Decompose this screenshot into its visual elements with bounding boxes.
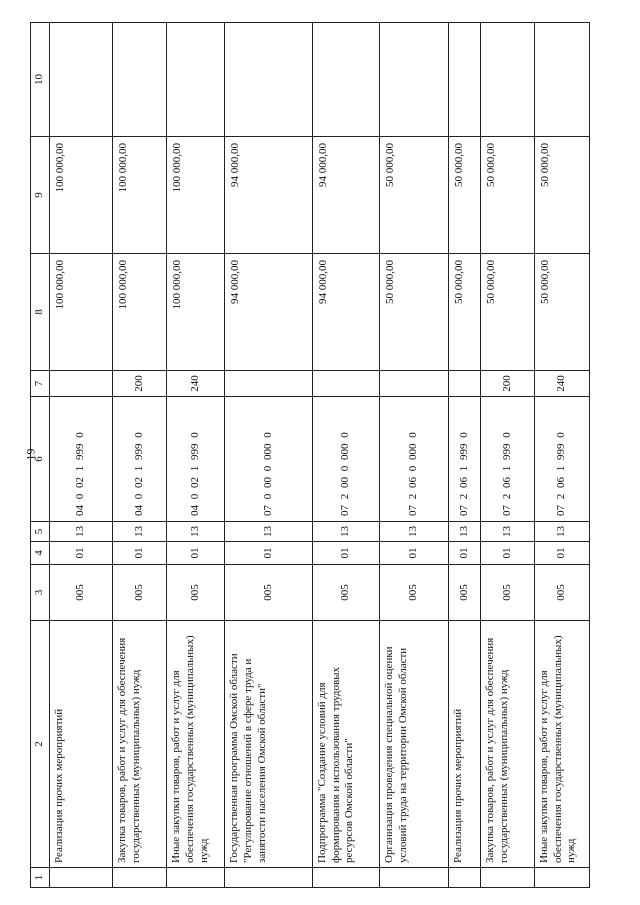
amount-col10-cell: [480, 23, 534, 137]
section-code-cell: 01: [167, 542, 225, 565]
table-row: [380, 23, 449, 888]
gr-code-cell: 005: [380, 565, 449, 621]
subsection-code-cell: 13: [380, 522, 449, 542]
subsection-code-cell: 13: [50, 522, 113, 542]
row-name-cell: Организация проведения специальной оценки условий труда на территории Омской области: [380, 621, 449, 868]
row-number-cell: [312, 868, 379, 888]
gr-code-cell: 005: [480, 565, 534, 621]
amount-col8-cell: 100 000,00: [167, 254, 225, 371]
amount-col8-cell: 100 000,00: [113, 254, 167, 371]
amount-col9-cell: 94 000,00: [225, 137, 313, 254]
table-row: [225, 23, 313, 888]
expense-type-cell: 200: [113, 371, 167, 397]
amount-col9-cell: 100 000,00: [167, 137, 225, 254]
gr-code-cell: 005: [113, 565, 167, 621]
amount-col9-cell: 50 000,00: [534, 137, 589, 254]
gr-code-cell: 005: [449, 565, 481, 621]
amount-col10-cell: [225, 23, 313, 137]
row-name-cell: Закупка товаров, работ и услуг для обеспечения государственных (муниципальных) нужд: [480, 621, 534, 868]
subsection-code-cell: 13: [167, 522, 225, 542]
budget-table: [30, 22, 590, 888]
amount-col8-cell: 94 000,00: [312, 254, 379, 371]
gr-code-cell: 005: [225, 565, 313, 621]
section-code-cell: 01: [50, 542, 113, 565]
gr-code-cell: 005: [534, 565, 589, 621]
table-row: [113, 23, 167, 888]
amount-col9-cell: 100 000,00: [113, 137, 167, 254]
header-row: [31, 23, 50, 888]
row-name-cell: Подпрограмма "Создание условий для формирования и использования трудовых ресурсов Омской области": [312, 621, 379, 868]
column-header-9: 9: [31, 137, 50, 254]
table-row: [312, 23, 379, 888]
amount-col9-cell: 100 000,00: [50, 137, 113, 254]
row-number-cell: [380, 868, 449, 888]
expense-type-cell: [225, 371, 313, 397]
row-name-cell: Иные закупки товаров, работ и услуг для обеспечения государственных (муниципальных) нужд: [167, 621, 225, 868]
section-code-cell: 01: [534, 542, 589, 565]
column-header-8: 8: [31, 254, 50, 371]
row-number-cell: [480, 868, 534, 888]
expense-type-cell: 240: [167, 371, 225, 397]
section-code-cell: 01: [113, 542, 167, 565]
amount-col8-cell: 94 000,00: [225, 254, 313, 371]
column-header-6: 6: [31, 397, 50, 522]
page-number: 19: [23, 448, 38, 461]
amount-col9-cell: 50 000,00: [449, 137, 481, 254]
row-name-cell: Государственная программа Омской области "Регулирование отношений в сфере труда и занятости населения Омской области": [225, 621, 313, 868]
section-code-cell: 01: [312, 542, 379, 565]
target-article-cell: 07 2 06 0 000 0: [380, 397, 449, 522]
row-name-cell: Закупка товаров, работ и услуг для обеспечения государственных (муниципальных) нужд: [113, 621, 167, 868]
column-header-4: 4: [31, 542, 50, 565]
column-header-3: 3: [31, 565, 50, 621]
amount-col9-cell: 50 000,00: [480, 137, 534, 254]
expense-type-cell: [50, 371, 113, 397]
gr-code-cell: 005: [50, 565, 113, 621]
subsection-code-cell: 13: [449, 522, 481, 542]
expense-type-cell: [312, 371, 379, 397]
row-number-cell: [449, 868, 481, 888]
target-article-cell: 07 2 00 0 000 0: [312, 397, 379, 522]
row-number-cell: [50, 868, 113, 888]
table-row: [480, 23, 534, 888]
amount-col10-cell: [449, 23, 481, 137]
expense-type-cell: 200: [480, 371, 534, 397]
amount-col10-cell: [534, 23, 589, 137]
amount-col8-cell: 50 000,00: [449, 254, 481, 371]
target-article-cell: 07 0 00 0 000 0: [225, 397, 313, 522]
amount-col8-cell: 50 000,00: [380, 254, 449, 371]
row-number-cell: [167, 868, 225, 888]
amount-col10-cell: [380, 23, 449, 137]
section-code-cell: 01: [225, 542, 313, 565]
target-article-cell: 04 0 02 1 999 0: [167, 397, 225, 522]
target-article-cell: 07 2 06 1 999 0: [480, 397, 534, 522]
section-code-cell: 01: [380, 542, 449, 565]
amount-col10-cell: [167, 23, 225, 137]
table-row: [167, 23, 225, 888]
column-header-7: 7: [31, 371, 50, 397]
table-row: [50, 23, 113, 888]
row-name-cell: Реализация прочих мероприятий: [449, 621, 481, 868]
amount-col9-cell: 94 000,00: [312, 137, 379, 254]
subsection-code-cell: 13: [480, 522, 534, 542]
column-header-1: 1: [31, 868, 50, 888]
target-article-cell: 07 2 06 1 999 0: [534, 397, 589, 522]
target-article-cell: 07 2 06 1 999 0: [449, 397, 481, 522]
row-name-cell: Реализация прочих мероприятий: [50, 621, 113, 868]
table-row: [449, 23, 481, 888]
column-header-10: 10: [31, 23, 50, 137]
amount-col10-cell: [312, 23, 379, 137]
amount-col10-cell: [113, 23, 167, 137]
amount-col8-cell: 100 000,00: [50, 254, 113, 371]
amount-col8-cell: 50 000,00: [534, 254, 589, 371]
expense-type-cell: [380, 371, 449, 397]
section-code-cell: 01: [449, 542, 481, 565]
subsection-code-cell: 13: [534, 522, 589, 542]
row-number-cell: [113, 868, 167, 888]
table-body: [50, 23, 590, 888]
amount-col10-cell: [50, 23, 113, 137]
gr-code-cell: 005: [167, 565, 225, 621]
row-number-cell: [534, 868, 589, 888]
section-code-cell: 01: [480, 542, 534, 565]
amount-col9-cell: 50 000,00: [380, 137, 449, 254]
gr-code-cell: 005: [312, 565, 379, 621]
expense-type-cell: 240: [534, 371, 589, 397]
amount-col8-cell: 50 000,00: [480, 254, 534, 371]
expense-type-cell: [449, 371, 481, 397]
table-row: [534, 23, 589, 888]
target-article-cell: 04 0 02 1 999 0: [50, 397, 113, 522]
column-header-5: 5: [31, 522, 50, 542]
subsection-code-cell: 13: [113, 522, 167, 542]
row-name-cell: Иные закупки товаров, работ и услуг для обеспечения государственных (муниципальных) нужд: [534, 621, 589, 868]
column-header-2: 2: [31, 621, 50, 868]
subsection-code-cell: 13: [225, 522, 313, 542]
target-article-cell: 04 0 02 1 999 0: [113, 397, 167, 522]
rotated-table-wrapper: [30, 23, 590, 888]
row-number-cell: [225, 868, 313, 888]
subsection-code-cell: 13: [312, 522, 379, 542]
